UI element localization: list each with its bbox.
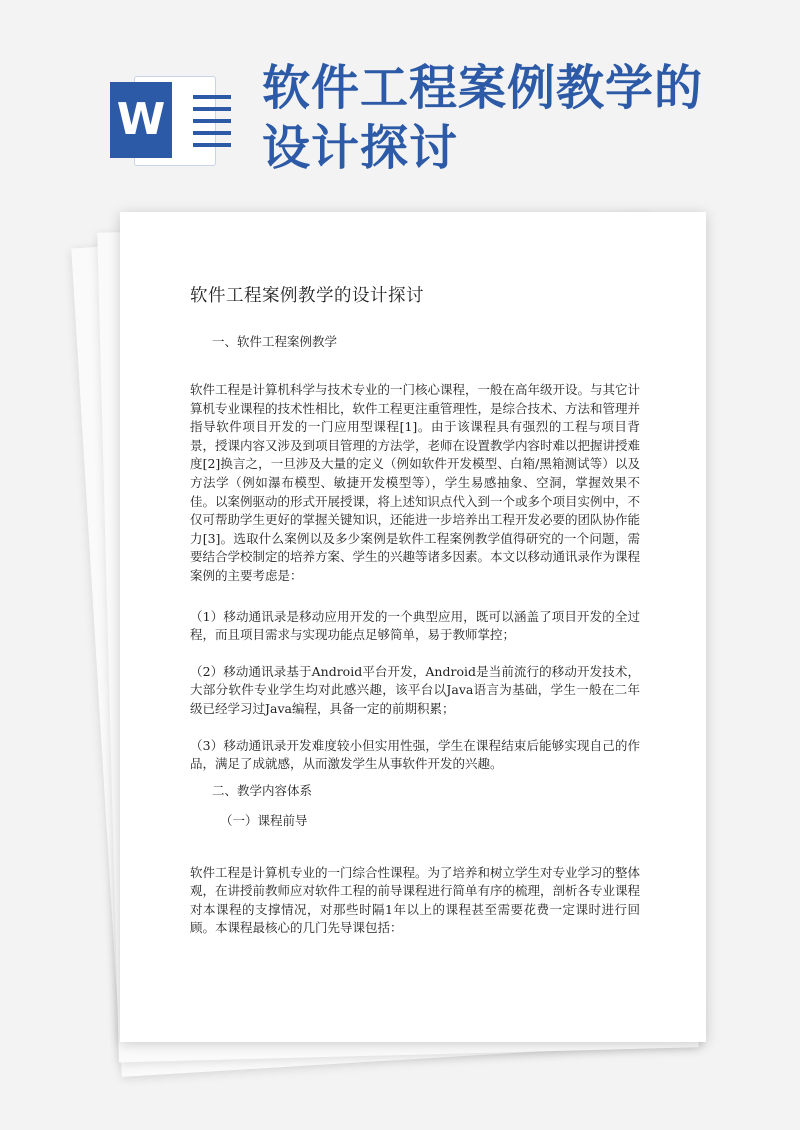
section-heading-2: 二、教学内容体系 (212, 782, 313, 798)
word-document-icon (110, 68, 220, 168)
banner-title: 软件工程案例教学的设计探讨 (262, 60, 704, 176)
subsection-heading-1: （一）课程前导 (220, 812, 308, 828)
list-item-3: （3）移动通讯录开发难度较小但实用性强，学生在课程结束后能够实现自己的作品，满足了成就感，从而激发学生从事软件开发的兴趣。 (190, 737, 640, 772)
paragraph-intro: 软件工程是计算机科学与技术专业的一门核心课程，一般在高年级开设。与其它计算机专业课程的技术性相比，软件工程更注重管理性，是综合技术、方法和管理并指导软件项目开发的一门应用型课程[1]。由于该课程具有强烈的工程与项目背景，授课内容又涉及到项目管理的方法学，老师在设置教学内容时难以把握讲授难度[2]换言之，一旦涉及大量的定义（例如软件开发模型、白箱/黑箱测试等）以及方法学（例如瀑布模型、敏捷开发模型等），学生易感抽象、空洞，掌握效果不佳。以案例驱动的形式开展授课，将上述知识点代入到一个或多个项目实例中，不仅可帮助学生更好的掌握关键知识，还能进一步培养出工程开发必要的团队协作能力[3]。选取什么案例以及多少案例是软件工程案例教学值得研究的一个问题，需要结合学校制定的培养方案、学生的兴趣等诸多因素。本文以移动通讯录作为课程案例的主要考虑是： (190, 382, 641, 583)
document-title: 软件工程案例教学的设计探讨 (190, 286, 424, 306)
list-item-1: （1）移动通讯录是移动应用开发的一个典型应用，既可以涵盖了项目开发的全过程，而且项目需求与实现功能点足够简单，易于教师掌控； (190, 608, 640, 643)
word-icon-letter: W (110, 82, 172, 158)
document-page (120, 212, 706, 1042)
list-item-2: （2）移动通讯录基于Android平台开发，Android是当前流行的移动开发技术，大部分软件专业学生均对此感兴趣，该平台以Java语言为基础，学生一般在二年级已经学习过Java编程，具备一定的前期积累； (190, 663, 640, 716)
section-heading-1: 一、软件工程案例教学 (212, 334, 338, 349)
paragraph-prerequisites: 软件工程是计算机专业的一门综合性课程。为了培养和树立学生对专业学习的整体观，在讲授前教师应对软件工程的前导课程进行简单有序的梳理，剖析各专业课程对本课程的支撑情况，对那些时隔1年以上的课程甚至需要花费一定课时进行回顾。本课程最核心的几门先导课包括： (190, 864, 641, 936)
